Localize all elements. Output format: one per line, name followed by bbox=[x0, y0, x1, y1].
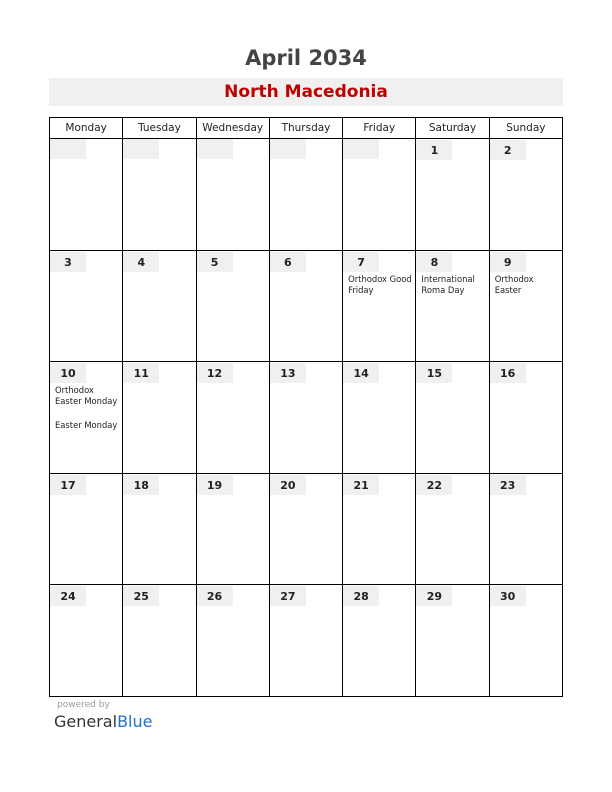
day-cell-20 bbox=[269, 473, 342, 585]
day-number: 30 bbox=[490, 586, 526, 606]
day-cell-19 bbox=[196, 473, 269, 585]
day-number: 2 bbox=[490, 140, 526, 160]
holiday-label: Easter Monday bbox=[55, 419, 118, 430]
day-number bbox=[197, 139, 233, 159]
day-number: 1 bbox=[416, 140, 452, 160]
day-cell-29 bbox=[416, 585, 489, 697]
day-number: 9 bbox=[490, 252, 526, 272]
day-cell-27 bbox=[269, 585, 342, 697]
week-row bbox=[50, 585, 563, 697]
empty-day-cell bbox=[196, 139, 269, 251]
generalblue-logo bbox=[54, 712, 152, 731]
page-title: April 2034 bbox=[245, 46, 367, 70]
day-number: 22 bbox=[416, 475, 452, 495]
day-number: 16 bbox=[490, 363, 526, 383]
day-number bbox=[123, 139, 159, 159]
day-number: 21 bbox=[343, 475, 379, 495]
day-number: 26 bbox=[197, 586, 233, 606]
country-banner: North Macedonia bbox=[49, 78, 563, 106]
holiday-label: International Roma Day bbox=[421, 273, 475, 295]
day-cell-18 bbox=[123, 473, 196, 585]
weekday-header-sunday: Sunday bbox=[489, 118, 562, 139]
day-cell-26 bbox=[196, 585, 269, 697]
day-number: 27 bbox=[270, 586, 306, 606]
day-cell-6 bbox=[269, 250, 342, 362]
empty-day-cell bbox=[343, 139, 416, 251]
day-number: 5 bbox=[197, 252, 233, 272]
day-number bbox=[343, 139, 379, 159]
logo-blue-text: Blue bbox=[117, 712, 153, 731]
day-cell-7 bbox=[343, 250, 416, 362]
day-cell-3 bbox=[50, 250, 123, 362]
day-cell-13 bbox=[269, 362, 342, 474]
weekday-header-saturday: Saturday bbox=[416, 118, 489, 139]
weekday-header-row bbox=[50, 118, 563, 139]
week-row bbox=[50, 250, 563, 362]
weekday-header-tuesday: Tuesday bbox=[123, 118, 196, 139]
holiday-label: Orthodox Easter Monday bbox=[55, 385, 118, 407]
logo-general-text: General bbox=[54, 712, 118, 731]
day-cell-24 bbox=[50, 585, 123, 697]
empty-day-cell bbox=[123, 139, 196, 251]
day-cell-4 bbox=[123, 250, 196, 362]
day-number: 11 bbox=[123, 363, 159, 383]
day-number: 12 bbox=[197, 363, 233, 383]
day-cell-1 bbox=[416, 139, 489, 251]
weekday-header-friday: Friday bbox=[343, 118, 416, 139]
day-number: 14 bbox=[343, 363, 379, 383]
day-cell-23 bbox=[489, 473, 562, 585]
day-cell-5 bbox=[196, 250, 269, 362]
day-cell-14 bbox=[343, 362, 416, 474]
day-number: 25 bbox=[123, 586, 159, 606]
day-cell-2 bbox=[489, 139, 562, 251]
empty-day-cell bbox=[269, 139, 342, 251]
week-row bbox=[50, 473, 563, 585]
day-number: 20 bbox=[270, 475, 306, 495]
powered-by-text: powered by bbox=[57, 700, 110, 710]
day-cell-28 bbox=[343, 585, 416, 697]
day-cell-30 bbox=[489, 585, 562, 697]
day-cell-9 bbox=[489, 250, 562, 362]
weekday-header-monday: Monday bbox=[50, 118, 123, 139]
weekday-header-wednesday: Wednesday bbox=[196, 118, 269, 139]
day-number: 6 bbox=[270, 252, 306, 272]
holiday-label: Orthodox Good Friday bbox=[348, 273, 412, 295]
day-cell-15 bbox=[416, 362, 489, 474]
day-number: 19 bbox=[197, 475, 233, 495]
day-number bbox=[270, 139, 306, 159]
day-cell-16 bbox=[489, 362, 562, 474]
day-number bbox=[50, 139, 86, 159]
calendar-grid bbox=[49, 117, 563, 697]
day-cell-17 bbox=[50, 473, 123, 585]
day-number: 4 bbox=[123, 252, 159, 272]
day-number: 7 bbox=[343, 252, 379, 272]
weekday-header-thursday: Thursday bbox=[269, 118, 342, 139]
day-number: 3 bbox=[50, 252, 86, 272]
day-cell-10 bbox=[50, 362, 123, 474]
calendar-body bbox=[50, 139, 563, 697]
day-number: 29 bbox=[416, 586, 452, 606]
day-number: 8 bbox=[416, 252, 452, 272]
day-number: 15 bbox=[416, 363, 452, 383]
day-cell-11 bbox=[123, 362, 196, 474]
day-cell-12 bbox=[196, 362, 269, 474]
day-number: 23 bbox=[490, 475, 526, 495]
day-number: 17 bbox=[50, 475, 86, 495]
day-number: 18 bbox=[123, 475, 159, 495]
week-row bbox=[50, 362, 563, 474]
empty-day-cell bbox=[50, 139, 123, 251]
day-cell-21 bbox=[343, 473, 416, 585]
day-number: 13 bbox=[270, 363, 306, 383]
week-row bbox=[50, 139, 563, 251]
day-number: 10 bbox=[50, 363, 86, 383]
day-cell-22 bbox=[416, 473, 489, 585]
holiday-label: Orthodox Easter bbox=[494, 273, 534, 295]
day-number: 28 bbox=[343, 586, 379, 606]
day-cell-8 bbox=[416, 250, 489, 362]
day-cell-25 bbox=[123, 585, 196, 697]
day-number: 24 bbox=[50, 586, 86, 606]
